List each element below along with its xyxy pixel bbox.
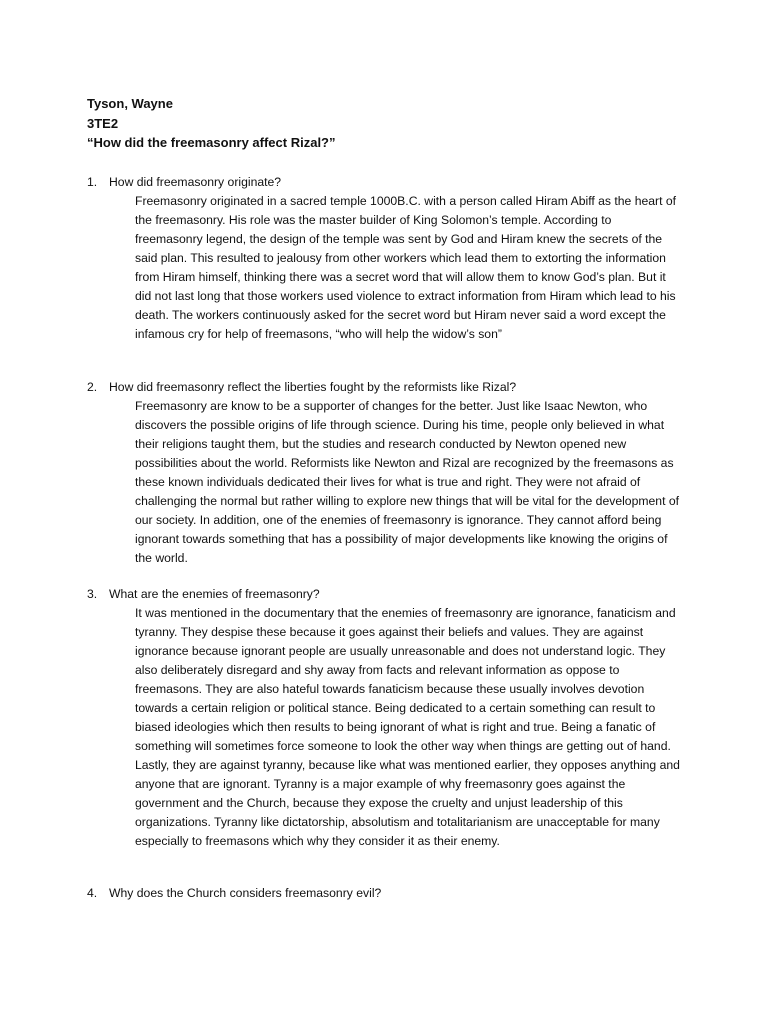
question-block-1 <box>87 173 687 344</box>
question-heading <box>87 585 687 604</box>
question-text: How did freemasonry originate? <box>109 175 282 189</box>
author-name: Tyson, Wayne <box>87 96 173 111</box>
question-block-2 <box>87 378 687 568</box>
section-code: 3TE2 <box>87 115 119 131</box>
question-number: 3. <box>87 587 98 601</box>
answer-text: It was mentioned in the documentary that the enemies of freemasonry are ignorance, fanaticism and tyranny. They despise these because it goes against their beliefs and values. They are against ignorance because ignorant people are usually unreasonable and does not understand logic. They also deliberately disregard and shy away from facts and relevant information as oppose to freemasons. They are also hateful towards fanaticism because these usually involves devotion towards a certain religion or political stance. Being dedicated to a certain something can result to biased ideologies which then results to being ignorant of what is right and true. Being a fanatic of something will sometimes force someone to look the other way when things are getting out of hand. Lastly, they are against tyranny, because like what was mentioned earlier, they opposes anything and anyone that are ignorant. Tyranny is a major example of why freemasonry goes against the government and the Church, because they expose the cruelty and unjust leadership of this organizations. Tyranny like dictatorship, absolutism and totalitarianism are unacceptable for many especially to freemasons which why they consider it as their enemy. <box>135 606 680 848</box>
answer-text: Freemasonry originated in a sacred temple 1000B.C. with a person called Hiram Abiff as the heart of the freemasonry. His role was the master builder of King Solomon’s temple. According to freemasonry legend, the design of the temple was sent by God and Hiram knew the secrets of the said plan. This resulted to jealousy from other workers which lead them to extorting the information from Hiram himself, thinking there was a secret word that will allow them to know God’s plan. But it did not last long that those workers used violence to extract information from Hiram which lead to his death. The workers continuously asked for the secret word but Hiram never said a word except the infamous cry for help of freemasons, “who will help the widow’s son” <box>135 194 677 341</box>
document-title: “How did the freemasonry affect Rizal?” <box>87 135 336 150</box>
question-heading <box>87 378 687 397</box>
question-number: 2. <box>87 380 98 394</box>
document-header <box>87 94 336 153</box>
answer-text: Freemasonry are know to be a supporter of changes for the better. Just like Isaac Newton, who discovers the possible origins of life through science. During his time, people only believed in what their religions taught them, but the studies and research conducted by Newton opened new possibilities about the world. Reformists like Newton and Rizal are recognized by the freemasons as these known individuals dedicated their lives for what is true and right. They were not afraid of challenging the normal but rather willing to explore new things that will be vital for the development of our society. In addition, one of the enemies of freemasonry is ignorance. They cannot afford being ignorant towards something that has a possibility of major developments like knowing the origins of the world. <box>135 399 680 565</box>
question-text: Why does the Church considers freemasonry evil? <box>109 886 382 900</box>
question-heading <box>87 173 687 192</box>
question-block-4 <box>87 884 687 903</box>
question-text: What are the enemies of freemasonry? <box>109 587 320 601</box>
question-text: How did freemasonry reflect the liberties fought by the reformists like Rizal? <box>109 380 517 394</box>
question-number: 4. <box>87 886 98 900</box>
question-heading <box>87 884 687 903</box>
question-number: 1. <box>87 175 98 189</box>
question-block-3 <box>87 585 687 851</box>
